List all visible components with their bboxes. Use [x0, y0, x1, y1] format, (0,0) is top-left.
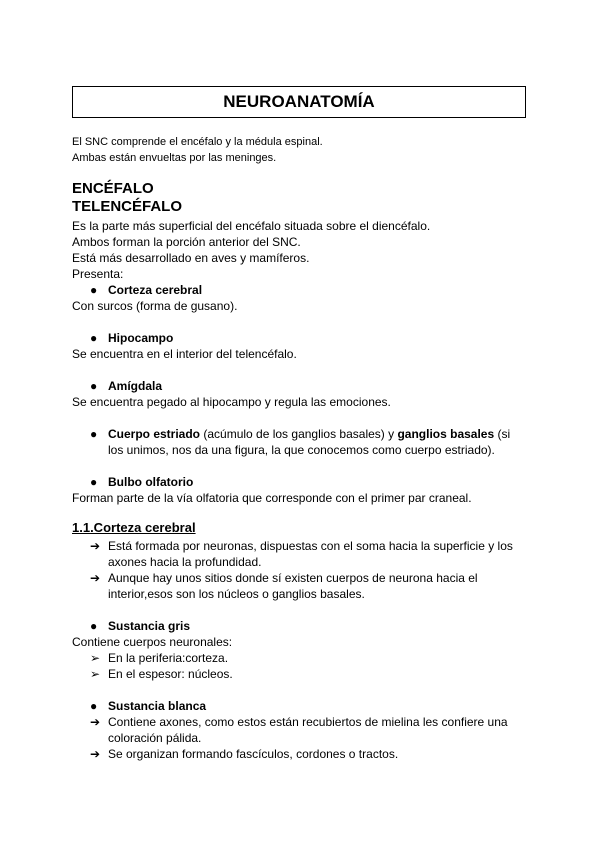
hipocampo-desc: Se encuentra en el interior del telencéfalo.	[72, 347, 297, 361]
sustancia-gris-item-2-text: En el espesor: núcleos.	[108, 667, 233, 681]
cuerpo-estriado-tail: (si los unimos, nos da una figura, la que conocemos como cuerpo estriado).	[108, 427, 511, 457]
telencefalo-line-2: Ambos forman la porción anterior del SNC.	[72, 235, 301, 249]
bullet-dot-icon: ●	[90, 475, 98, 489]
arrow-right-icon: ➔	[90, 747, 101, 761]
section-corteza-cerebral-heading: 1.1.Corteza cerebral	[72, 520, 196, 535]
arrow-right-icon: ➔	[90, 539, 101, 553]
bullet-dot-icon: ●	[90, 427, 98, 441]
chevron-right-icon: ➢	[90, 667, 101, 681]
telencefalo-line-4: Presenta:	[72, 267, 124, 281]
bullet-dot-icon: ●	[90, 699, 98, 713]
sustancia-gris-label: Sustancia gris	[108, 619, 191, 633]
bullet-dot-icon: ●	[90, 283, 98, 297]
bullet-bulbo-label: Bulbo olfatorio	[108, 475, 194, 489]
arrow-right-icon: ➔	[90, 715, 101, 729]
intro-line-2: Ambas están envueltas por las meninges.	[72, 152, 277, 164]
bullet-dot-icon: ●	[90, 331, 98, 345]
bullet-amigdala-label: Amígdala	[108, 379, 163, 393]
arrow-right-icon: ➔	[90, 571, 101, 585]
cuerpo-estriado-mid: (acúmulo de los ganglios basales) y	[200, 427, 398, 441]
sustancia-blanca-label: Sustancia blanca	[108, 699, 207, 713]
bullet-dot-icon: ●	[90, 379, 98, 393]
telencefalo-line-1: Es la parte más superficial del encéfalo situada sobre el diencéfalo.	[72, 219, 431, 233]
bullet-dot-icon: ●	[90, 619, 98, 633]
heading-telencefalo: TELENCÉFALO	[72, 198, 183, 215]
sustancia-blanca-item-2-text: Se organizan formando fascículos, cordones o tractos.	[108, 747, 399, 761]
bulbo-desc: Forman parte de la vía olfatoria que corresponde con el primer par craneal.	[72, 491, 472, 505]
bullet-corteza-label: Corteza cerebral	[108, 283, 203, 297]
chevron-right-icon: ➢	[90, 651, 101, 665]
sustancia-gris-item-1-text: En la periferia:corteza.	[108, 651, 229, 665]
page-title-text: NEUROANATOMÍA	[223, 92, 375, 111]
page-title	[72, 86, 526, 118]
corteza-point-1-text: Está formada por neuronas, dispuestas con el soma hacia la superficie y los axones hacia la profundidad.	[108, 539, 513, 569]
cuerpo-estriado-label: Cuerpo estriado	[108, 427, 201, 441]
corteza-point-2-text: Aunque hay unos sitios donde sí existen cuerpos de neurona hacia el interior,esos son los núcleos o ganglios basales.	[108, 571, 478, 601]
heading-encefalo: ENCÉFALO	[72, 180, 154, 197]
sustancia-gris-desc: Contiene cuerpos neuronales:	[72, 635, 233, 649]
corteza-desc: Con surcos (forma de gusano).	[72, 299, 238, 313]
amigdala-desc: Se encuentra pegado al hipocampo y regula las emociones.	[72, 395, 391, 409]
ganglios-basales-label: ganglios basales	[397, 427, 495, 441]
sustancia-blanca-item-1-text: Contiene axones, como estos están recubiertos de mielina les confiere una coloración pálida.	[108, 715, 508, 745]
bullet-hipocampo-label: Hipocampo	[108, 331, 174, 345]
telencefalo-line-3: Está más desarrollado en aves y mamíferos.	[72, 251, 310, 265]
cuerpo-estriado-text	[108, 426, 528, 458]
intro-line-1: El SNC comprende el encéfalo y la médula espinal.	[72, 136, 323, 148]
